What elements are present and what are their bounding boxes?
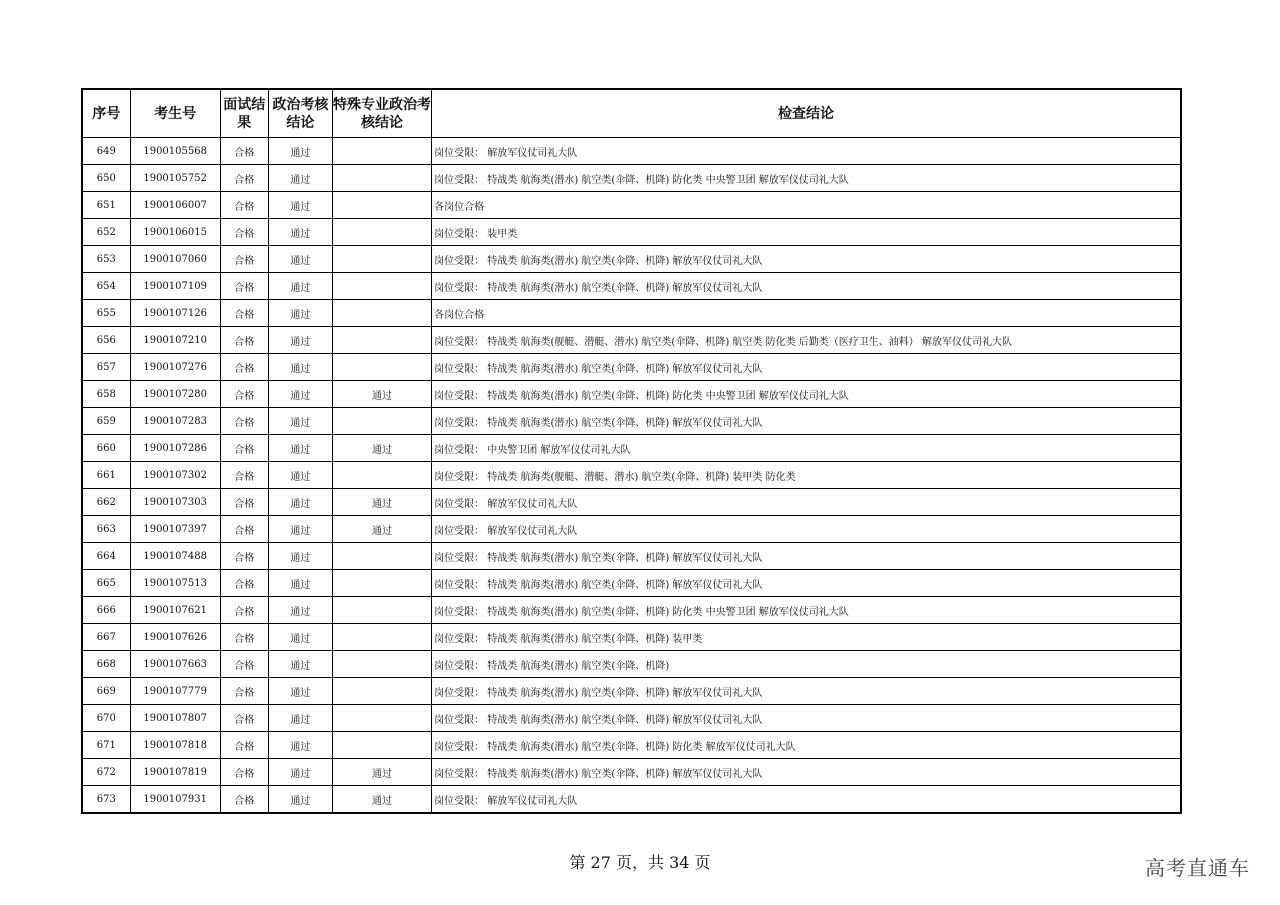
table-row [82, 327, 1181, 354]
cell-conclusion: 岗位受限： 特战类 航海类(潜水) 航空类(伞降、机降) 解放军仪仗司礼大队 [432, 705, 1181, 732]
table-row [82, 273, 1181, 300]
cell-political: 通过 [268, 165, 332, 192]
cell-conclusion: 岗位受限： 装甲类 [432, 219, 1181, 246]
table-row [82, 138, 1181, 165]
cell-conclusion: 岗位受限： 特战类 航海类(潜水) 航空类(伞降、机降) 防化类 中央警卫团 解放军仪仗司礼大队 [432, 597, 1181, 624]
table-row [82, 300, 1181, 327]
cell-exam-no: 1900107286 [130, 435, 220, 462]
cell-special-political: 通过 [332, 489, 431, 516]
cell-exam-no: 1900107109 [130, 273, 220, 300]
cell-seq: 667 [82, 624, 130, 651]
cell-political: 通过 [268, 246, 332, 273]
cell-special-political [332, 732, 431, 759]
cell-special-political [332, 543, 431, 570]
cell-conclusion: 岗位受限： 特战类 航海类(潜水) 航空类(伞降、机降) 解放军仪仗司礼大队 [432, 759, 1181, 786]
cell-seq: 669 [82, 678, 130, 705]
table-row [82, 786, 1181, 814]
cell-conclusion: 岗位受限： 特战类 航海类(潜水) 航空类(伞降、机降) 防化类 中央警卫团 解放军仪仗司礼大队 [432, 165, 1181, 192]
cell-interview: 合格 [220, 300, 268, 327]
table-row [82, 435, 1181, 462]
cell-interview: 合格 [220, 705, 268, 732]
cell-seq: 651 [82, 192, 130, 219]
cell-political: 通过 [268, 381, 332, 408]
cell-political: 通过 [268, 759, 332, 786]
cell-political: 通过 [268, 462, 332, 489]
cell-special-political [332, 192, 431, 219]
cell-exam-no: 1900107280 [130, 381, 220, 408]
cell-seq: 663 [82, 516, 130, 543]
cell-seq: 666 [82, 597, 130, 624]
cell-political: 通过 [268, 408, 332, 435]
cell-exam-no: 1900107819 [130, 759, 220, 786]
cell-conclusion: 岗位受限： 解放军仪仗司礼大队 [432, 786, 1181, 814]
cell-conclusion: 岗位受限： 解放军仪仗司礼大队 [432, 138, 1181, 165]
cell-seq: 670 [82, 705, 130, 732]
cell-seq: 662 [82, 489, 130, 516]
cell-special-political [332, 651, 431, 678]
cell-conclusion: 岗位受限： 特战类 航海类(潜水) 航空类(伞降、机降) 解放军仪仗司礼大队 [432, 354, 1181, 381]
cell-exam-no: 1900107210 [130, 327, 220, 354]
table-row [82, 462, 1181, 489]
cell-exam-no: 1900107397 [130, 516, 220, 543]
cell-political: 通过 [268, 543, 332, 570]
cell-seq: 654 [82, 273, 130, 300]
cell-interview: 合格 [220, 543, 268, 570]
cell-special-political: 通过 [332, 516, 431, 543]
cell-seq: 653 [82, 246, 130, 273]
cell-special-political: 通过 [332, 435, 431, 462]
table-row [82, 489, 1181, 516]
table-row [82, 354, 1181, 381]
table-row [82, 381, 1181, 408]
cell-conclusion: 岗位受限： 特战类 航海类(舰艇、潜艇、潜水) 航空类(伞降、机降) 航空类 防化类 后勤类（医疗卫生、油料） 解放军仪仗司礼大队 [432, 327, 1181, 354]
cell-conclusion: 岗位受限： 特战类 航海类(潜水) 航空类(伞降、机降) 解放军仪仗司礼大队 [432, 543, 1181, 570]
cell-special-political: 通过 [332, 381, 431, 408]
table-row [82, 678, 1181, 705]
cell-conclusion: 岗位受限： 解放军仪仗司礼大队 [432, 516, 1181, 543]
cell-exam-no: 1900106007 [130, 192, 220, 219]
cell-political: 通过 [268, 300, 332, 327]
header-conclusion: 检查结论 [432, 89, 1181, 138]
cell-exam-no: 1900107302 [130, 462, 220, 489]
cell-political: 通过 [268, 219, 332, 246]
cell-seq: 671 [82, 732, 130, 759]
cell-seq: 649 [82, 138, 130, 165]
cell-special-political: 通过 [332, 786, 431, 814]
cell-conclusion: 岗位受限： 特战类 航海类(潜水) 航空类(伞降、机降) 解放军仪仗司礼大队 [432, 678, 1181, 705]
header-interview: 面试结果 [220, 89, 268, 138]
cell-conclusion: 岗位受限： 特战类 航海类(潜水) 航空类(伞降、机降) 防化类 解放军仪仗司礼大队 [432, 732, 1181, 759]
table-body [82, 138, 1181, 814]
cell-special-political [332, 138, 431, 165]
cell-special-political [332, 570, 431, 597]
cell-seq: 656 [82, 327, 130, 354]
cell-exam-no: 1900107818 [130, 732, 220, 759]
cell-political: 通过 [268, 489, 332, 516]
cell-interview: 合格 [220, 408, 268, 435]
cell-special-political [332, 354, 431, 381]
cell-special-political [332, 273, 431, 300]
cell-interview: 合格 [220, 570, 268, 597]
results-table [81, 88, 1182, 814]
cell-interview: 合格 [220, 354, 268, 381]
header-special-political: 特殊专业政治考核结论 [332, 89, 431, 138]
cell-exam-no: 1900105752 [130, 165, 220, 192]
cell-exam-no: 1900107513 [130, 570, 220, 597]
cell-exam-no: 1900107621 [130, 597, 220, 624]
cell-political: 通过 [268, 786, 332, 814]
cell-conclusion: 岗位受限： 特战类 航海类(潜水) 航空类(伞降、机降) 解放军仪仗司礼大队 [432, 246, 1181, 273]
cell-political: 通过 [268, 435, 332, 462]
cell-exam-no: 1900107276 [130, 354, 220, 381]
cell-interview: 合格 [220, 489, 268, 516]
table-row [82, 165, 1181, 192]
cell-seq: 673 [82, 786, 130, 814]
cell-exam-no: 1900105568 [130, 138, 220, 165]
header-political: 政治考核结论 [268, 89, 332, 138]
table-row [82, 597, 1181, 624]
cell-special-political [332, 165, 431, 192]
cell-special-political [332, 300, 431, 327]
cell-interview: 合格 [220, 219, 268, 246]
cell-conclusion: 岗位受限： 特战类 航海类(舰艇、潜艇、潜水) 航空类(伞降、机降) 装甲类 防化类 [432, 462, 1181, 489]
cell-special-political [332, 246, 431, 273]
cell-political: 通过 [268, 678, 332, 705]
cell-seq: 657 [82, 354, 130, 381]
cell-special-political [332, 597, 431, 624]
cell-interview: 合格 [220, 759, 268, 786]
header-row [82, 89, 1181, 138]
cell-political: 通过 [268, 570, 332, 597]
cell-exam-no: 1900107283 [130, 408, 220, 435]
cell-seq: 664 [82, 543, 130, 570]
cell-conclusion: 岗位受限： 特战类 航海类(潜水) 航空类(伞降、机降) 解放军仪仗司礼大队 [432, 570, 1181, 597]
cell-special-political [332, 219, 431, 246]
table-row [82, 246, 1181, 273]
cell-special-political: 通过 [332, 759, 431, 786]
cell-interview: 合格 [220, 165, 268, 192]
cell-exam-no: 1900107779 [130, 678, 220, 705]
header-seq: 序号 [82, 89, 130, 138]
cell-exam-no: 1900107126 [130, 300, 220, 327]
table-row [82, 624, 1181, 651]
cell-seq: 659 [82, 408, 130, 435]
table-row [82, 759, 1181, 786]
cell-special-political [332, 678, 431, 705]
cell-seq: 658 [82, 381, 130, 408]
cell-political: 通过 [268, 516, 332, 543]
cell-conclusion: 岗位受限： 特战类 航海类(潜水) 航空类(伞降、机降) 解放军仪仗司礼大队 [432, 408, 1181, 435]
cell-special-political [332, 624, 431, 651]
watermark-logo: 高考直通车 [1145, 856, 1250, 880]
cell-exam-no: 1900107303 [130, 489, 220, 516]
cell-interview: 合格 [220, 786, 268, 814]
cell-political: 通过 [268, 192, 332, 219]
table-row [82, 192, 1181, 219]
cell-conclusion: 岗位受限： 特战类 航海类(潜水) 航空类(伞降、机降) 解放军仪仗司礼大队 [432, 273, 1181, 300]
cell-exam-no: 1900107488 [130, 543, 220, 570]
cell-political: 通过 [268, 624, 332, 651]
cell-political: 通过 [268, 705, 332, 732]
cell-interview: 合格 [220, 516, 268, 543]
cell-exam-no: 1900107931 [130, 786, 220, 814]
cell-political: 通过 [268, 138, 332, 165]
cell-political: 通过 [268, 732, 332, 759]
cell-special-political [332, 327, 431, 354]
cell-political: 通过 [268, 273, 332, 300]
page-number: 第 27 页，共 34 页 [569, 853, 711, 872]
cell-interview: 合格 [220, 597, 268, 624]
header-exam-no: 考生号 [130, 89, 220, 138]
cell-exam-no: 1900107663 [130, 651, 220, 678]
cell-interview: 合格 [220, 192, 268, 219]
cell-exam-no: 1900107807 [130, 705, 220, 732]
cell-special-political [332, 408, 431, 435]
cell-seq: 661 [82, 462, 130, 489]
cell-seq: 655 [82, 300, 130, 327]
cell-political: 通过 [268, 354, 332, 381]
cell-conclusion: 各岗位合格 [432, 192, 1181, 219]
cell-conclusion: 岗位受限： 解放军仪仗司礼大队 [432, 489, 1181, 516]
table-row [82, 219, 1181, 246]
table-row [82, 543, 1181, 570]
cell-interview: 合格 [220, 732, 268, 759]
cell-conclusion: 各岗位合格 [432, 300, 1181, 327]
cell-conclusion: 岗位受限： 特战类 航海类(潜水) 航空类(伞降、机降) 防化类 中央警卫团 解放军仪仗司礼大队 [432, 381, 1181, 408]
table-row [82, 705, 1181, 732]
cell-seq: 665 [82, 570, 130, 597]
cell-seq: 672 [82, 759, 130, 786]
table-row [82, 516, 1181, 543]
cell-interview: 合格 [220, 435, 268, 462]
cell-interview: 合格 [220, 678, 268, 705]
cell-conclusion: 岗位受限： 特战类 航海类(潜水) 航空类(伞降、机降) [432, 651, 1181, 678]
cell-conclusion: 岗位受限： 中央警卫团 解放军仪仗司礼大队 [432, 435, 1181, 462]
cell-seq: 650 [82, 165, 130, 192]
cell-political: 通过 [268, 327, 332, 354]
cell-exam-no: 1900106015 [130, 219, 220, 246]
cell-political: 通过 [268, 651, 332, 678]
cell-interview: 合格 [220, 381, 268, 408]
cell-conclusion: 岗位受限： 特战类 航海类(潜水) 航空类(伞降、机降) 装甲类 [432, 624, 1181, 651]
cell-interview: 合格 [220, 246, 268, 273]
table-row [82, 408, 1181, 435]
cell-interview: 合格 [220, 624, 268, 651]
table-row [82, 732, 1181, 759]
cell-interview: 合格 [220, 327, 268, 354]
table-row [82, 570, 1181, 597]
cell-interview: 合格 [220, 651, 268, 678]
cell-seq: 668 [82, 651, 130, 678]
cell-exam-no: 1900107626 [130, 624, 220, 651]
cell-interview: 合格 [220, 138, 268, 165]
cell-seq: 652 [82, 219, 130, 246]
cell-interview: 合格 [220, 462, 268, 489]
cell-political: 通过 [268, 597, 332, 624]
cell-special-political [332, 705, 431, 732]
cell-special-political [332, 462, 431, 489]
cell-interview: 合格 [220, 273, 268, 300]
cell-seq: 660 [82, 435, 130, 462]
table-row [82, 651, 1181, 678]
cell-exam-no: 1900107060 [130, 246, 220, 273]
